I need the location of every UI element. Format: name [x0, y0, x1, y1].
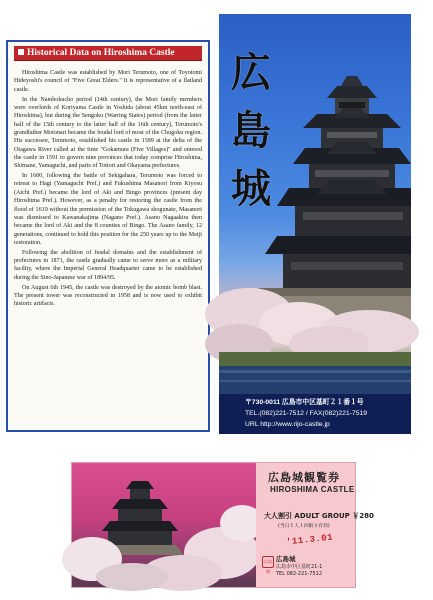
history-paragraph: In 1600, following the battle of Sekigahara, Terumoto was forced to retreat to Hagi (Yamaguchi Pref.) and Fukushima Masanori from Kiyosu (Aichi Pref.) became the lord of Aki and Bingo provinces (present day Hiroshima Pref.). However, as a penalty for restoring the castle from the flood of 1619 without the permission of the Tokugawa shogunate, Masanori was dismissed to Kawanakajima (Nagano Pref.). Asano Nagaakira then became the lord of Aki and the 8 counties of Bingo. The Asano family, 12 generations, continued to hold this position for the 250 years up to the Meiji restoration. [14, 173, 202, 246]
poster-title-char: 島 [231, 107, 271, 154]
poster-title-char: 広 [231, 49, 271, 96]
admission-ticket [71, 462, 374, 588]
poster-address: 〒730-0011 広島市中区基町２１番１号 [245, 399, 364, 406]
ticket-price: 大人割引 ADULT GROUP ￥280 [264, 512, 374, 520]
history-heading: Historical Data on Hiroshima Castle [27, 48, 175, 58]
ticket-photo [72, 463, 256, 587]
ticket-title-jp: 広島城観覧券 [268, 471, 340, 484]
history-body [14, 69, 202, 309]
ticket-details [256, 463, 374, 587]
poster-phone: TEL.(082)221-7512 / FAX(082)221-7519 [245, 410, 368, 417]
ticket-organization: 広島城 [276, 555, 296, 563]
history-card [6, 40, 210, 432]
ticket-validity-note: (当日１人１回限り有効) [278, 524, 330, 529]
poster-title-char: 城 [231, 165, 271, 212]
history-paragraph: Following the abolition of feudal domains and the establishment of prefectures in 1871, the castle gradually came to serve more as a military facility, where the Imperial General Headquarter came to be established during the Sino-Japanese war of 1894/95. [14, 249, 202, 281]
ticket-seal-icon: 広島城 [262, 556, 274, 568]
history-paragraph: On August 6th 1945, the castle was destroyed by the atomic bomb blast. The present tower was reconstructed in 1958 and is now used to exhibit historic artifacts. [14, 284, 202, 308]
ticket-organization-address [276, 564, 322, 578]
ticket-title-en: HIROSHIMA CASTLE [270, 485, 355, 494]
poster-url: URL http://www.rijo-castle.jp [245, 421, 330, 428]
ticket-address-line: 広島市中区基町21-1 [276, 564, 323, 570]
history-paragraph: Hiroshima Castle was established by Mori Terumoto, one of Toyotomi Hideyoshi's council of "Five Great Elders." It is representative of a flatland castle. [14, 70, 202, 93]
ticket-date-stamp: '11.3.01 [285, 532, 334, 548]
history-heading-bar [14, 46, 202, 61]
poster-contact-info [219, 394, 411, 434]
castle-poster [219, 14, 411, 434]
ticket-castle-illustration [72, 463, 256, 587]
ticket-phone-line: TEL 082-221-7512 [276, 571, 323, 577]
grass [219, 352, 411, 366]
history-paragraph: In the Nambokucho period (14th century), the Mori family members were overlords of Koriyama Castle in Yoshida (about 45km north-east of Hiroshima), but during the Sengoku (Warring States) period (from the latter half of the 15th century to the latter half of the 16th century), Terumoto's grandfather Motonari became the feudal lord of most of the Chugoku region. His successor, Terumoto, established his castle in 1589 at the delta of the Otagawa River called at the time "Gokamura (Five Villages)" and entered the castle in 1591 to govern nine provinces that today comprise Hiroshima, Shimane, Yamaguchi, and parts of Tottori and Okayama prefectures. [14, 96, 202, 170]
poster-title [229, 44, 273, 218]
square-bullet-icon [18, 49, 24, 55]
